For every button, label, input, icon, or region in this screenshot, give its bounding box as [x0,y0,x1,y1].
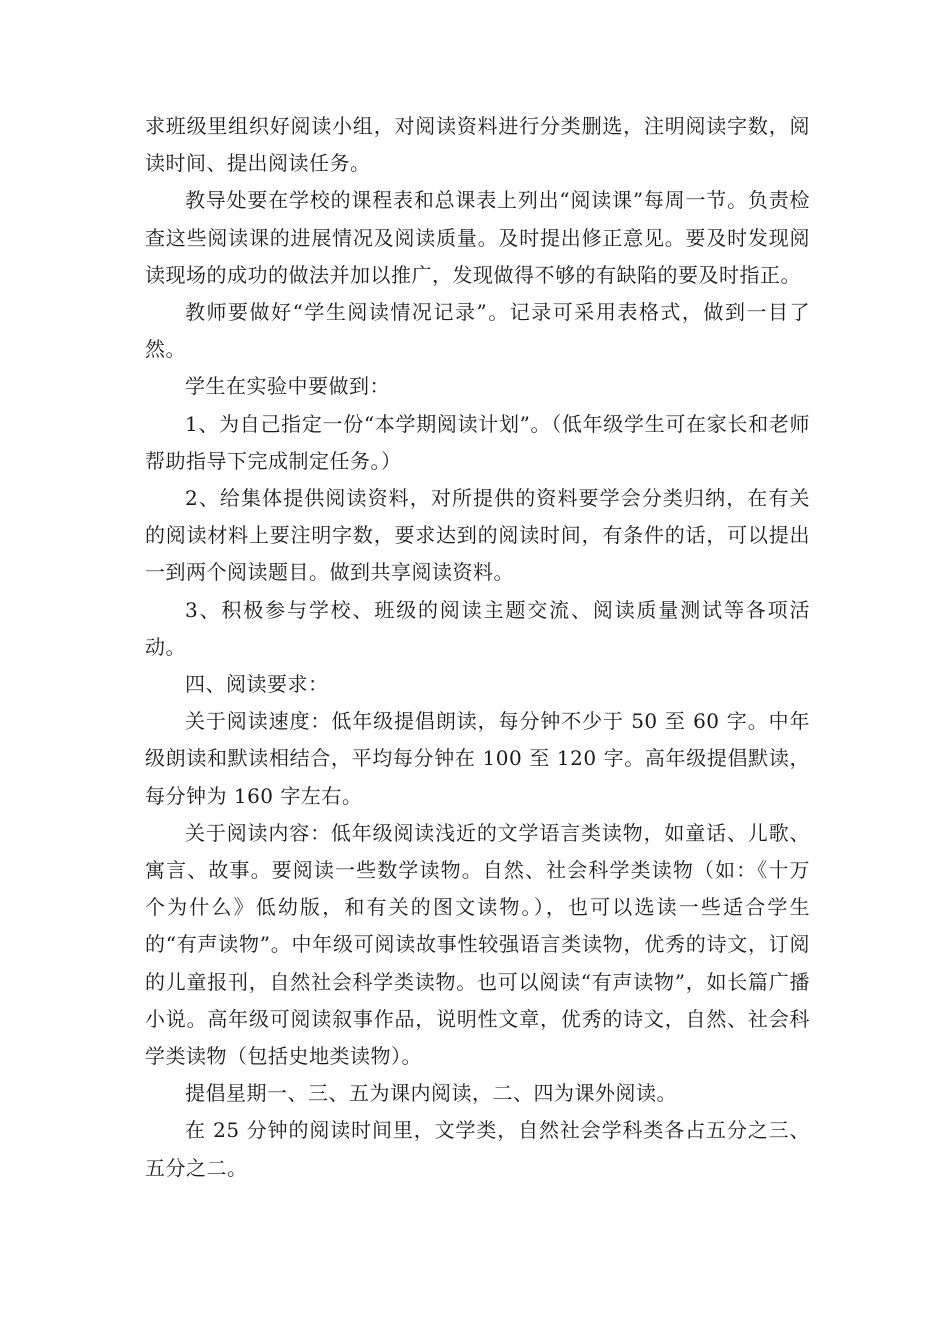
paragraph-student-heading: 学生在实验中要做到： [185,374,390,399]
paragraph-student-item-1: 1、为自己指定一份“本学期阅读计划”。（低年级学生可在家长和老师帮助指导下完成制定任务。） [145,411,810,473]
paragraph-weekly-schedule: 提倡星期一、三、五为课内阅读，二、四为课外阅读。 [185,1081,677,1106]
paragraph-time-allocation: 在 25 分钟的阅读时间里，文学类，自然社会学科类各占五分之三、五分之二。 [145,1118,810,1180]
paragraph-student-item-3: 3、积极参与学校、班级的阅读主题交流、阅读质量测试等各项活动。 [145,597,810,659]
paragraph-teacher-record: 教师要做好“学生阅读情况记录”。记录可采用表格式，做到一目了然。 [145,300,810,362]
paragraph-student-item-2: 2、给集体提供阅读资料，对所提供的资料要学会分类归纳，在有关的阅读材料上要注明字数，要求达到的阅读时间，有条件的话，可以提出一到两个阅读题目。做到共享阅读资料。 [145,486,810,585]
paragraph-reading-speed: 关于阅读速度：低年级提倡朗读，每分钟不少于 50 至 60 字。中年级朗读和默读相结合，平均每分钟在 100 至 120 字。高年级提倡默读，每分钟为 160 字左右。 [145,709,810,808]
paragraph-continuation: 求班级里组织好阅读小组，对阅读资料进行分类删选，注明阅读字数，阅读时间、提出阅读任务。 [145,114,810,176]
paragraph-reading-content: 关于阅读内容：低年级阅读浅近的文学语言类读物，如童话、儿歌、寓言、故事。要阅读一些数学读物。自然、社会科学类读物（如：《十万个为什么》低幼版，和有关的图文读物。），也可以选读一些适合学生的“有声读物”。中年级可阅读故事性较强语言类读物，优秀的诗文，订阅的儿童报刊，自然社会科学类读物。也可以阅读“有声读物”，如长篇广播小说。高年级可阅读叙事作品，说明性文章，优秀的诗文，自然、社会科学类读物（包括史地类读物）。 [145,820,810,1069]
section-heading-reading-requirements: 四、阅读要求： [185,672,329,697]
paragraph-academic-office: 教导处要在学校的课程表和总课表上列出“阅读课”每周一节。负责检查这些阅读课的进展情况及阅读质量。及时提出修正意见。要及时发现阅读现场的成功的做法并加以推广，发现做得不够的有缺陷的要及时指正。 [145,188,810,287]
document-body [145,108,810,1187]
